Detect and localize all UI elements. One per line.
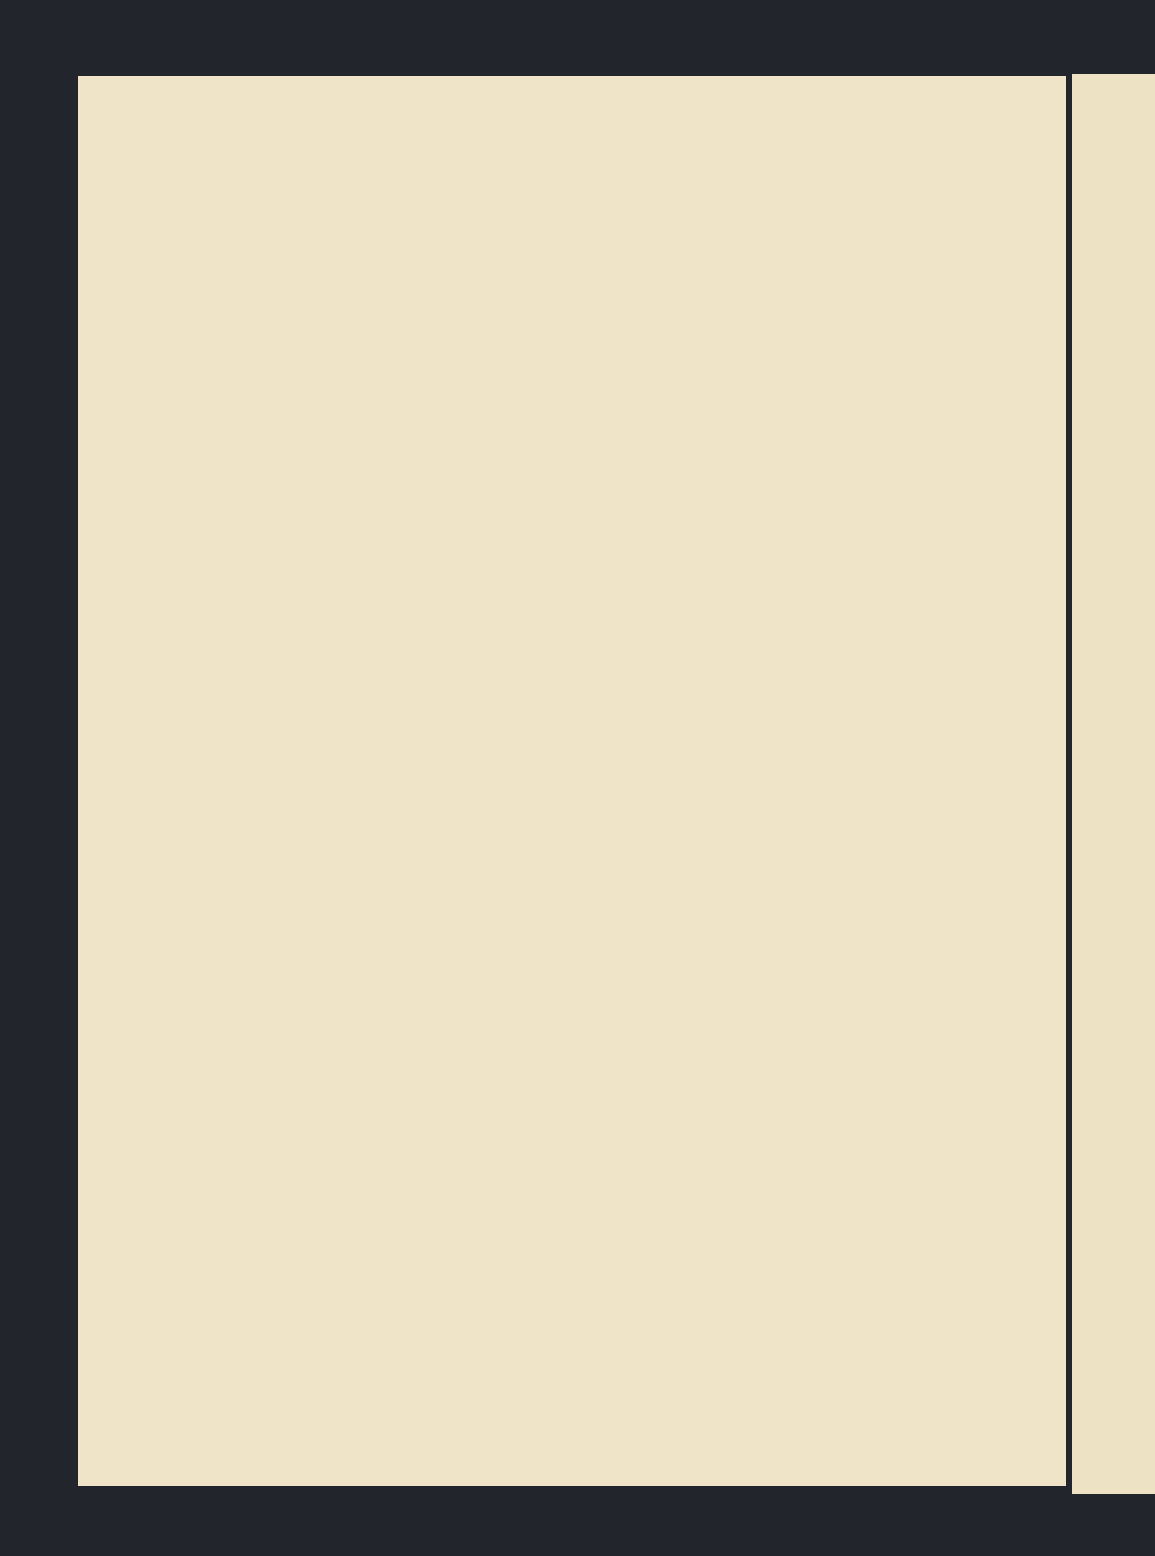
adjacent-page bbox=[1072, 74, 1155, 1494]
document-page bbox=[78, 76, 1066, 1486]
